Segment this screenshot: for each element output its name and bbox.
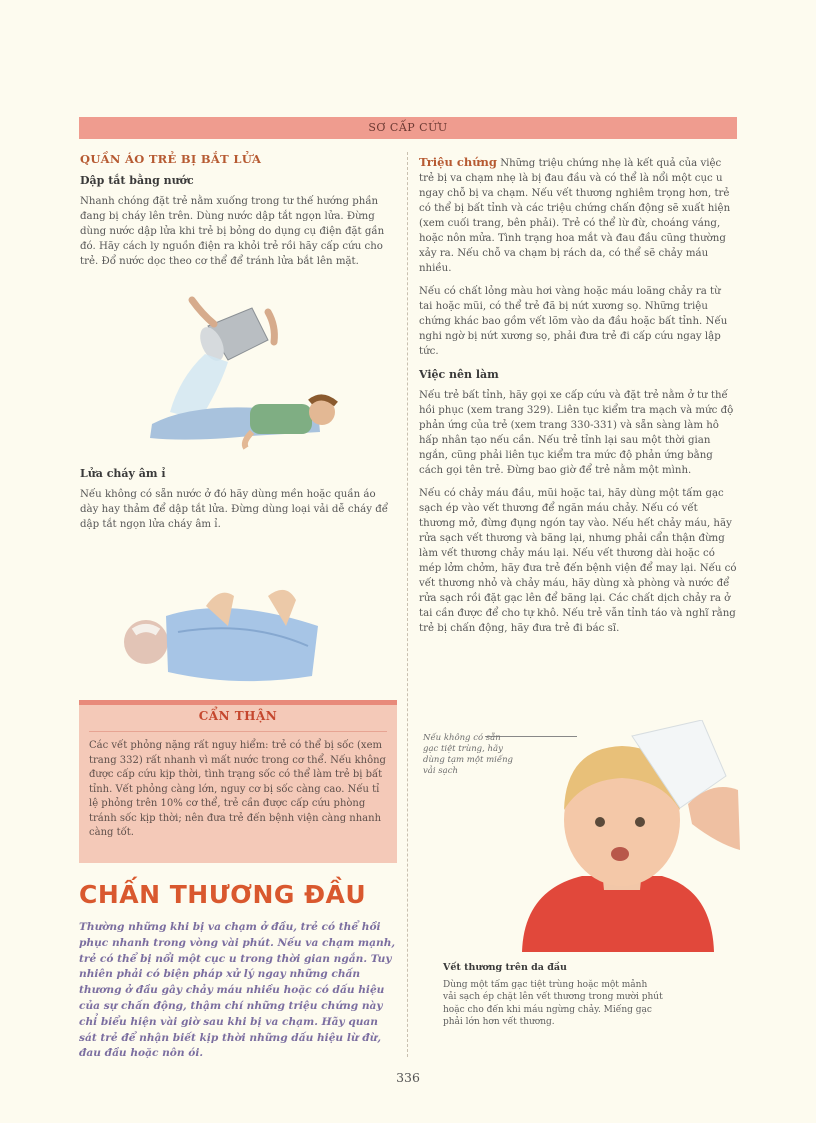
left-column-top — [80, 152, 396, 277]
head-injury-title: CHẤN THƯƠNG ĐẦU — [79, 880, 367, 909]
subheading-smoulder: Lửa cháy âm ỉ — [80, 467, 166, 480]
subheading-todo: Việc nên làm — [419, 368, 499, 381]
paragraph-water: Nhanh chóng đặt trẻ nằm xuống trong tư thế hướng phần đang bị cháy lên trên. Dùng nước dập tắt ngọn lửa. Đừng dùng nước dập lửa khi trẻ bị bỏng do dụng cụ điện đặt gần đó. Hãy cách ly nguồn điện ra khỏi trẻ rồi hãy cấp cứu cho trẻ. Đổ nước dọc theo cơ thể để tránh lửa bắt lên mặt. — [80, 196, 385, 267]
subheading-water: Dập tắt bằng nước — [80, 174, 194, 187]
page-number: 336 — [396, 1070, 420, 1085]
paragraph-todo-2: Nếu có chảy máu đầu, mũi hoặc tai, hãy dùng một tấm gạc sạch ép vào vết thương để ngăn máu chảy. Nếu có vết thương mở, đừng đụng ngón tay vào. Nếu hết chảy máu, hãy rửa sạch vết thương và băng lại, nhưng phải cẩn thận đừng làm vết thương chảy máu lại. Nếu vết thương dài hoặc có mép lởm chởm, hãy đưa trẻ đến bệnh viện để may lại. Nếu có vết thương nhỏ và chảy máu, hãy dùng xà phòng và nước để rửa sạch rồi đặt gạc lên để băng lại. Các chất dịch chảy ra ở tai cần được để cho tự khô. Nếu trẻ vẫn tỉnh táo và nghĩ rằng trẻ bị chấn động, hãy đưa trẻ đi bác sĩ. — [419, 488, 737, 634]
callout-text: Nếu không có sẵn gạc tiệt trùng, hãy dùng tạm một miếng vải sạch — [423, 733, 513, 776]
paragraph-todo-1: Nếu trẻ bất tỉnh, hãy gọi xe cấp cứu và đặt trẻ nằm ở tư thế hồi phục (xem trang 329). Liên tục kiểm tra mạch và mức độ phản ứng của trẻ (xem trang 330-331) và sẵn sàng làm hô hấp nhân tạo nếu cần. Nếu trẻ tỉnh lại sau một thời gian ngắn, cũng phải liên tục kiểm tra mức độ phản ứng bằng cách gọi tên trẻ. Đừng bao giờ để trẻ nằm một mình. — [419, 390, 734, 476]
photo-caption — [443, 962, 663, 1029]
caution-box — [79, 700, 397, 863]
illustration-pouring-water — [130, 292, 345, 450]
paragraph-smoulder: Nếu không có sẵn nước ở đó hãy dùng mền hoặc quần áo dày hay thảm để dập tắt lửa. Đừng dùng loại vải dễ cháy để dập tắt ngọn lửa cháy âm ỉ. — [80, 489, 389, 530]
paragraph-symptoms — [419, 155, 737, 276]
caption-text: Dùng một tấm gạc tiệt trùng hoặc một mảnh vải sạch ép chặt lên vết thương trong mười phút hoặc cho đến khi máu ngừng chảy. Miếng gạc phải lớn hơn vết thương. — [443, 979, 663, 1027]
right-column-text — [419, 155, 737, 644]
illustration-blanket — [108, 576, 338, 688]
symptoms-text: Những triệu chứng nhẹ là kết quả của việc trẻ bị va chạm nhẹ là bị đau đầu và có thể là nổi một cục u ngay chỗ bị va chạm. Nếu vết thương nghiêm trọng hơn, trẻ có thể bị bất tỉnh và các triệu chứng chấn động sẽ xuất hiện (xem cuối trang, bên phải). Trẻ có thể lừ đừ, choáng váng, hoặc nôn mửa. Tình trạng hoa mắt và đau đầu cũng thường xảy ra. Nếu chỗ va chạm bị rách da, có thể sẽ chảy máu nhiều. — [419, 158, 731, 274]
section-title-burning-clothes: QUẦN ÁO TRẺ BỊ BẮT LỬA — [80, 152, 262, 166]
illustration-child-head-wound — [512, 720, 740, 952]
left-column-mid — [80, 466, 396, 540]
head-injury-intro: Thường những khi bị va chạm ở đầu, trẻ có thể hồi phục nhanh trong vòng vài phút. Nếu va chạm mạnh, trẻ có thể bị nổi một cục u trong thời gian ngắn. Tuy nhiên phải có biện pháp xử lý ngay những chấn thương ở đầu gây chảy máu nhiều hoặc có dấu hiệu của sự chấn động, thậm chí những triệu chứng này chỉ biểu hiện vài giờ sau khi bị va chạm. Hãy quan sát trẻ để nhận biết kịp thời những dấu hiệu lừ đừ, đau đầu hoặc nôn ói. — [79, 921, 396, 1060]
column-divider — [407, 152, 408, 1057]
caption-title: Vết thương trên da đầu — [443, 962, 567, 973]
symptoms-label: Triệu chứng — [419, 155, 497, 169]
section-header-band: SƠ CẤP CỨU — [79, 117, 737, 139]
caution-title: CẨN THẬN — [198, 709, 278, 723]
paragraph-fluid: Nếu có chất lỏng màu hơi vàng hoặc máu loãng chảy ra từ tai hoặc mũi, có thể trẻ đã bị nứt xương sọ. Những triệu chứng khác bao gồm vết lõm vào da đầu hoặc bất tỉnh. Nếu nghi ngờ bị nứt xương sọ, phải đưa trẻ đi cấp cứu ngay lập tức. — [419, 286, 728, 357]
caution-text: Các vết phỏng nặng rất nguy hiểm: trẻ có thể bị sốc (xem trang 332) rất nhanh vì mất nước trong cơ thể. Nếu không được cấp cứu kịp thời, tình trạng sốc có thể làm trẻ bị bất tỉnh. Vết phỏng càng lớn, nguy cơ bị sốc càng cao. Nếu tỉ lệ phỏng trên 10% cơ thể, trẻ cần được cấp cứu phòng tránh sốc kịp thời; nên đưa trẻ đến bệnh viện càng nhanh càng tốt. — [89, 731, 387, 841]
